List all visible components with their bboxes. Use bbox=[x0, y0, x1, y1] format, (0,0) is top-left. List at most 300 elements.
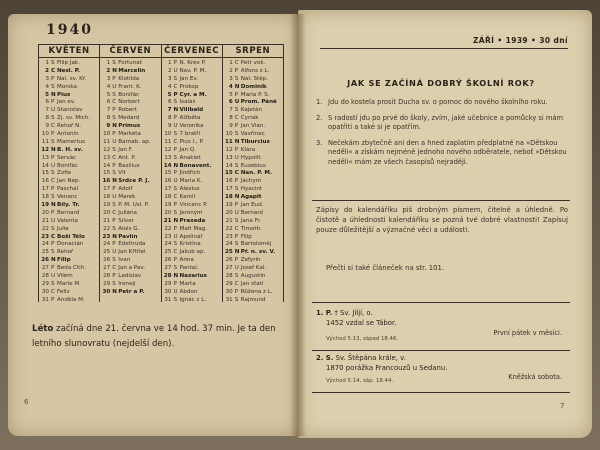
saint-name: Př. n. sv. V. bbox=[240, 249, 276, 256]
day-number: 31 bbox=[164, 296, 172, 303]
saint-name: Venanc bbox=[57, 194, 78, 201]
weekday-letter: P bbox=[234, 202, 239, 209]
day-number: 11 bbox=[41, 138, 49, 145]
calendar-day bbox=[39, 115, 99, 123]
saint-name: Bartoloměj bbox=[240, 241, 272, 248]
day-number: 7 bbox=[106, 107, 111, 114]
calendar-days bbox=[100, 58, 160, 297]
day-number: 29 bbox=[103, 280, 111, 287]
calendar-day bbox=[100, 218, 160, 226]
calendar-days bbox=[223, 58, 283, 305]
weekday-letter: P bbox=[173, 202, 177, 209]
calendar-day bbox=[39, 170, 99, 178]
day-number: 5 bbox=[106, 91, 111, 98]
calendar-day bbox=[100, 92, 160, 100]
day-number: 14 bbox=[103, 162, 111, 169]
day-number: 18 bbox=[103, 194, 111, 201]
calendar-day bbox=[100, 202, 160, 210]
calendar-day bbox=[39, 107, 99, 115]
weekday-letter: Č bbox=[173, 83, 178, 90]
day-number: 11 bbox=[103, 138, 111, 145]
calendar-day bbox=[223, 202, 283, 210]
weekday-letter: Ú bbox=[51, 162, 56, 169]
day-number: 28 bbox=[225, 273, 233, 280]
weekday-letter: Ú bbox=[234, 209, 239, 216]
day-number: 13 bbox=[41, 154, 49, 161]
weekday-letter: S bbox=[51, 60, 55, 66]
school-question-title: JAK SE ZAČÍNÁ DOBRÝ ŠKOLNÍ ROK? bbox=[347, 78, 535, 88]
saint-name: Vincenc P. bbox=[179, 202, 208, 209]
calendar-day bbox=[223, 194, 283, 202]
calendar-day bbox=[223, 115, 283, 123]
saint-name: Juliána bbox=[118, 209, 137, 216]
calendar-day bbox=[39, 257, 99, 265]
day-number: 2 bbox=[45, 67, 49, 74]
weekday-letter: Č bbox=[173, 194, 178, 201]
weekday-letter: S bbox=[173, 99, 178, 106]
saint-name: Petr a P. bbox=[118, 288, 145, 295]
calendar-day bbox=[100, 147, 160, 155]
saint-name: Augustin bbox=[240, 273, 266, 280]
day-number: 20 bbox=[103, 209, 111, 216]
weekday-letter: P bbox=[173, 280, 177, 287]
weekday-letter: Č bbox=[173, 249, 178, 256]
weekday-letter: Ú bbox=[234, 265, 239, 272]
calendar-day bbox=[100, 60, 160, 68]
saint-name: Řehoř N. bbox=[57, 123, 82, 130]
day-number: 20 bbox=[41, 209, 49, 216]
weekday-letter: N bbox=[173, 107, 179, 114]
saint-name: Abdon bbox=[179, 288, 198, 295]
calendar-day bbox=[223, 68, 283, 76]
calendar-day bbox=[223, 107, 283, 115]
calendar-month-name: KVĚTEN bbox=[39, 45, 99, 58]
calendar-day bbox=[223, 281, 283, 289]
saint-name: Jana Fr. bbox=[240, 217, 261, 224]
calendar-day bbox=[223, 123, 283, 131]
day-number: 23 bbox=[41, 233, 49, 240]
saint-name: Ladislav bbox=[118, 273, 142, 280]
calendar-day bbox=[162, 123, 222, 131]
weekday-letter: P bbox=[234, 178, 239, 185]
calendar-day bbox=[162, 297, 222, 305]
saint-name: Maria K. bbox=[179, 178, 203, 185]
day-number: 9 bbox=[167, 123, 172, 130]
weekday-letter: S bbox=[51, 83, 55, 90]
calendar-day bbox=[100, 289, 160, 297]
day-number: 31 bbox=[225, 296, 233, 303]
weekday-letter: N bbox=[112, 233, 117, 240]
day-number: 8 bbox=[167, 115, 172, 122]
calendar-day bbox=[162, 265, 222, 273]
calendar-day bbox=[223, 249, 283, 257]
calendar-day bbox=[162, 281, 222, 289]
saint-name: Bíly. Tr. bbox=[57, 202, 80, 209]
day-number: 22 bbox=[41, 225, 49, 232]
weekday-letter: S bbox=[173, 131, 178, 138]
calendar-day bbox=[162, 178, 222, 186]
weekday-letter: Č bbox=[112, 99, 117, 106]
calendar-day bbox=[223, 218, 283, 226]
weekday-letter: N bbox=[234, 249, 240, 256]
calendar-days bbox=[39, 58, 99, 305]
calendar-day bbox=[223, 155, 283, 163]
weekday-letter: S bbox=[234, 162, 239, 169]
day-number: 30 bbox=[41, 288, 49, 295]
calendar-day bbox=[162, 241, 222, 249]
calendar-table bbox=[38, 44, 284, 302]
saint-name: Medard bbox=[118, 115, 140, 122]
day-number: 12 bbox=[225, 146, 233, 153]
calendar-day bbox=[39, 131, 99, 139]
calendar-day bbox=[223, 170, 283, 178]
saint-name: Nan. P. M. bbox=[240, 170, 273, 177]
weekday-letter: S bbox=[173, 186, 178, 193]
saint-name: Valenta bbox=[57, 217, 78, 224]
weekday-letter: N bbox=[51, 202, 56, 209]
day-number: 28 bbox=[163, 273, 172, 280]
weekday-letter: P bbox=[112, 162, 116, 169]
saint-name: Anaklet bbox=[179, 154, 201, 161]
calendar-day bbox=[39, 226, 99, 234]
calendar-day bbox=[39, 60, 99, 68]
day-number: 27 bbox=[164, 265, 172, 272]
day-number: 10 bbox=[164, 131, 172, 138]
weekday-letter: S bbox=[51, 194, 55, 201]
summer-note bbox=[32, 322, 280, 351]
saint-name: Maria P. S. bbox=[240, 91, 270, 98]
weekday-letter: S bbox=[112, 257, 116, 264]
calendar-day bbox=[162, 68, 222, 76]
weekday-letter: P bbox=[51, 154, 55, 161]
weekday-letter: Č bbox=[234, 280, 239, 287]
calendar-day bbox=[100, 281, 160, 289]
weekday-letter: N bbox=[112, 288, 117, 295]
day-number: 29 bbox=[225, 280, 233, 287]
weekday-letter: P bbox=[234, 288, 239, 295]
weekday-letter: S bbox=[112, 170, 116, 177]
saint-name: Julie bbox=[57, 225, 69, 232]
saint-name: Boží Tělo bbox=[57, 233, 85, 240]
saint-name: Jáchym bbox=[240, 178, 262, 185]
summer-note-bold: Léto bbox=[32, 324, 54, 334]
day-number: 4 bbox=[228, 83, 233, 90]
calendar-day bbox=[162, 202, 222, 210]
calendar-day bbox=[162, 163, 222, 171]
saint-name: Jan Q. bbox=[179, 146, 197, 153]
weekday-letter: S bbox=[173, 209, 178, 216]
saint-name: Jindřich bbox=[179, 170, 201, 177]
day-number: 30 bbox=[164, 288, 172, 295]
saint-name: Veronika bbox=[179, 123, 204, 130]
weekday-letter: S bbox=[112, 280, 116, 287]
day-number: 8 bbox=[229, 115, 233, 122]
advice-list bbox=[316, 98, 568, 174]
weekday-letter: N bbox=[173, 162, 179, 169]
day-number: 24 bbox=[41, 241, 49, 248]
day-number: 4 bbox=[106, 83, 111, 90]
calendar-day bbox=[39, 147, 99, 155]
calendar-month-name: ČERVENEC bbox=[162, 45, 222, 58]
saint-name: Jakub ap. bbox=[179, 249, 206, 256]
day-number: 19 bbox=[164, 202, 172, 209]
calendar-day bbox=[100, 68, 160, 76]
calendar-day bbox=[39, 155, 99, 163]
day-number: 16 bbox=[102, 178, 111, 185]
weekday-letter: S bbox=[112, 60, 116, 66]
calendar-day bbox=[100, 194, 160, 202]
calendar-month-column bbox=[222, 45, 284, 302]
saint-name: Rajmund bbox=[240, 296, 266, 303]
saint-name: Josef Kal. bbox=[240, 265, 267, 272]
calendar-day bbox=[223, 99, 283, 107]
weekday-letter: Č bbox=[112, 265, 117, 272]
saint-name: Alexius bbox=[179, 186, 200, 193]
saint-name: Zefyrin bbox=[240, 257, 261, 264]
saint-name: Stanislav bbox=[57, 107, 83, 114]
day-number: 3 bbox=[106, 75, 111, 82]
weekday-letter: S bbox=[112, 225, 116, 232]
calendar-day bbox=[39, 234, 99, 242]
calendar-day bbox=[39, 273, 99, 281]
saint-name: Alžběta bbox=[179, 115, 201, 122]
saint-name: Nesl. P. bbox=[57, 67, 80, 74]
saint-name: Klotilda bbox=[118, 75, 140, 82]
saint-name: Prom. Páně bbox=[240, 99, 277, 106]
day-entry-saint: Sv. Štěpána krále, v. bbox=[333, 354, 406, 362]
weekday-letter: S bbox=[173, 75, 178, 82]
weekday-letter: N bbox=[112, 123, 117, 130]
day-number: 22 bbox=[103, 225, 111, 232]
saint-name: Paschal bbox=[57, 186, 79, 193]
calendar-day bbox=[100, 131, 160, 139]
weekday-letter: P bbox=[51, 99, 55, 106]
month-header: ZÁŘÍ • 1939 • 30 dní bbox=[320, 36, 568, 49]
calendar-month-column bbox=[99, 45, 160, 302]
calendar-day bbox=[39, 241, 99, 249]
calendar-day bbox=[162, 289, 222, 297]
saint-name: Filip bbox=[57, 257, 71, 264]
weekday-letter: N bbox=[234, 194, 240, 201]
weekday-letter: Č bbox=[234, 225, 239, 232]
saint-name: Donacián bbox=[57, 241, 84, 248]
saint-name: Vilém bbox=[57, 273, 73, 280]
saint-name: Agapit bbox=[240, 194, 262, 201]
weekday-letter: P bbox=[112, 107, 116, 114]
day-number: 27 bbox=[103, 265, 111, 272]
weekday-letter: P bbox=[173, 146, 177, 153]
day-number: 26 bbox=[103, 257, 111, 264]
calendar-day bbox=[223, 210, 283, 218]
weekday-letter: P bbox=[51, 265, 55, 272]
calendar-day bbox=[39, 249, 99, 257]
calendar-day bbox=[39, 265, 99, 273]
saint-name: Edeltruda bbox=[118, 241, 146, 248]
calendar-month-name: SRPEN bbox=[223, 45, 283, 58]
calendar-day bbox=[162, 273, 222, 281]
weekday-letter: S bbox=[112, 146, 116, 153]
calendar-day bbox=[162, 194, 222, 202]
calendar-day bbox=[223, 257, 283, 265]
day-number: 30 bbox=[225, 288, 233, 295]
saint-name: Kristina bbox=[179, 241, 201, 248]
divider bbox=[312, 200, 570, 201]
weekday-letter: P bbox=[234, 233, 239, 240]
calendar-day bbox=[162, 186, 222, 194]
weekday-letter: S bbox=[234, 131, 239, 138]
calendar-day bbox=[162, 115, 222, 123]
calendar-day bbox=[100, 99, 160, 107]
saint-name: Marcelin bbox=[118, 67, 146, 74]
calendar-day bbox=[100, 115, 160, 123]
day-number: 22 bbox=[164, 225, 172, 232]
day-number: 21 bbox=[103, 217, 111, 224]
saint-name: Bonifác bbox=[118, 91, 140, 98]
instructions-paragraph: Zápisy do kalendáříku piš drobným písmem, čitelně a úhledně. Po čistotě a úhlednosti kalendáříku se pozná tvé dobré vlastnosti! Zapisuj pouze důležitější a význačné věci a události. bbox=[316, 206, 568, 234]
calendar-day bbox=[100, 265, 160, 273]
saint-name: Bonifác bbox=[57, 162, 78, 169]
article-reference: Přečti si také článeček na str. 101. bbox=[326, 264, 445, 272]
calendar-day bbox=[100, 234, 160, 242]
saint-name: Nazarius bbox=[179, 273, 207, 280]
saint-name: Marta bbox=[179, 280, 196, 287]
saint-name: Jeroným bbox=[179, 209, 203, 216]
calendar-day bbox=[162, 139, 222, 147]
saint-name: Silver bbox=[118, 217, 134, 224]
weekday-letter: S bbox=[173, 241, 178, 248]
saint-name: Jan Ev. bbox=[179, 75, 199, 82]
saint-name: Marek bbox=[118, 194, 136, 201]
day-number: 30 bbox=[102, 288, 111, 295]
day-number: 25 bbox=[164, 249, 172, 256]
saint-name: Timoth. bbox=[240, 225, 262, 232]
day-number: 5 bbox=[229, 91, 233, 98]
weekday-letter: S bbox=[173, 265, 178, 272]
day-number: 17 bbox=[103, 186, 111, 193]
calendar-day bbox=[100, 273, 160, 281]
calendar-day bbox=[100, 155, 160, 163]
calendar-day bbox=[223, 84, 283, 92]
advice-text: Nečekám zbytečně ani den a hned zaplatím předplatné na »Dětskou neděli« a získám nejméně jednoho nového odběratele, neboť »Dětskou neděli« mám ze všech časopisů nejraději. bbox=[328, 138, 567, 166]
saint-name: Jan Eud. bbox=[240, 202, 264, 209]
advice-number: 3. bbox=[316, 138, 323, 147]
weekday-letter: P bbox=[51, 186, 55, 193]
weekday-letter: S bbox=[173, 296, 178, 303]
calendar-day bbox=[100, 210, 160, 218]
day-number: 1 bbox=[167, 60, 172, 66]
day-number: 16 bbox=[164, 178, 172, 185]
calendar-month-column bbox=[161, 45, 222, 302]
divider bbox=[312, 350, 570, 351]
saint-name: Dominik bbox=[240, 83, 267, 90]
saint-name: Žofie bbox=[57, 170, 72, 177]
day-number: 17 bbox=[164, 186, 172, 193]
calendar-day bbox=[223, 147, 283, 155]
day-number: 27 bbox=[225, 265, 233, 272]
calendar-day bbox=[39, 92, 99, 100]
saint-name: Markéta bbox=[118, 131, 141, 138]
weekday-letter: Č bbox=[112, 209, 117, 216]
calendar-day bbox=[100, 123, 160, 131]
saint-name: Srdce P. J. bbox=[118, 178, 150, 185]
day-number: 9 bbox=[229, 123, 233, 130]
weekday-letter: S bbox=[51, 280, 55, 287]
calendar-day bbox=[100, 84, 160, 92]
saint-name: Primus bbox=[118, 123, 141, 130]
weekday-letter: Č bbox=[51, 288, 55, 295]
calendar-day bbox=[162, 257, 222, 265]
saint-name: Jan Vian. bbox=[240, 123, 266, 130]
day-number: 21 bbox=[41, 217, 49, 224]
weekday-letter: Ú bbox=[51, 273, 56, 280]
calendar-day bbox=[100, 170, 160, 178]
day-number: 15 bbox=[224, 170, 233, 177]
calendar-day bbox=[39, 163, 99, 171]
weekday-letter: S bbox=[173, 154, 178, 161]
day-number: 7 bbox=[45, 107, 49, 114]
weekday-letter: P bbox=[173, 257, 177, 264]
weekday-letter: S bbox=[112, 115, 116, 122]
weekday-letter: Č bbox=[234, 60, 239, 66]
weekday-letter: Ú bbox=[173, 67, 178, 74]
saint-name: P. M. Usl. P. bbox=[118, 202, 150, 209]
weekday-letter: P bbox=[51, 131, 55, 138]
calendar-day bbox=[223, 289, 283, 297]
weekday-letter: S bbox=[234, 75, 239, 82]
day-number: 5 bbox=[45, 91, 49, 98]
day-number: 1 bbox=[45, 60, 49, 66]
weekday-letter: P bbox=[51, 75, 55, 82]
day-number: 9 bbox=[106, 123, 111, 130]
day-number: 8 bbox=[106, 115, 111, 122]
day-entry-date: 2. S. bbox=[316, 354, 334, 362]
calendar-day bbox=[162, 99, 222, 107]
saint-name: Pantal. bbox=[179, 265, 199, 272]
weekday-letter: Č bbox=[112, 154, 117, 161]
weekday-letter: P bbox=[173, 170, 177, 177]
saint-name: Anděla M. bbox=[57, 296, 85, 303]
weekday-letter: Ú bbox=[112, 83, 117, 90]
calendar-day bbox=[162, 76, 222, 84]
day-number: 17 bbox=[41, 186, 49, 193]
weekday-letter: P bbox=[112, 217, 116, 224]
day-number: 12 bbox=[41, 146, 49, 153]
day-number: 14 bbox=[225, 162, 233, 169]
divider bbox=[312, 392, 570, 393]
day-number: 10 bbox=[225, 131, 233, 138]
weekday-letter: N bbox=[51, 146, 56, 153]
calendar-day bbox=[223, 226, 283, 234]
calendar-day bbox=[223, 234, 283, 242]
calendar-day bbox=[223, 76, 283, 84]
day-number: 14 bbox=[163, 162, 172, 169]
saint-name: Praxeda bbox=[179, 217, 206, 224]
saint-name: Růžena z L. bbox=[240, 288, 273, 295]
calendar-day bbox=[162, 210, 222, 218]
saint-name: B. H. sv. bbox=[57, 146, 83, 153]
calendar-month-column bbox=[38, 45, 99, 302]
calendar-day bbox=[39, 297, 99, 305]
calendar-day bbox=[39, 99, 99, 107]
weekday-letter: N bbox=[112, 178, 117, 185]
calendar-day bbox=[223, 131, 283, 139]
saint-name: Barnab. ap. bbox=[118, 138, 151, 145]
advice-number: 1. bbox=[316, 98, 323, 106]
day-number: 26 bbox=[225, 257, 233, 264]
saint-name: Kamil bbox=[179, 194, 196, 201]
day-number: 12 bbox=[103, 146, 111, 153]
day-number: 2 bbox=[106, 67, 111, 74]
